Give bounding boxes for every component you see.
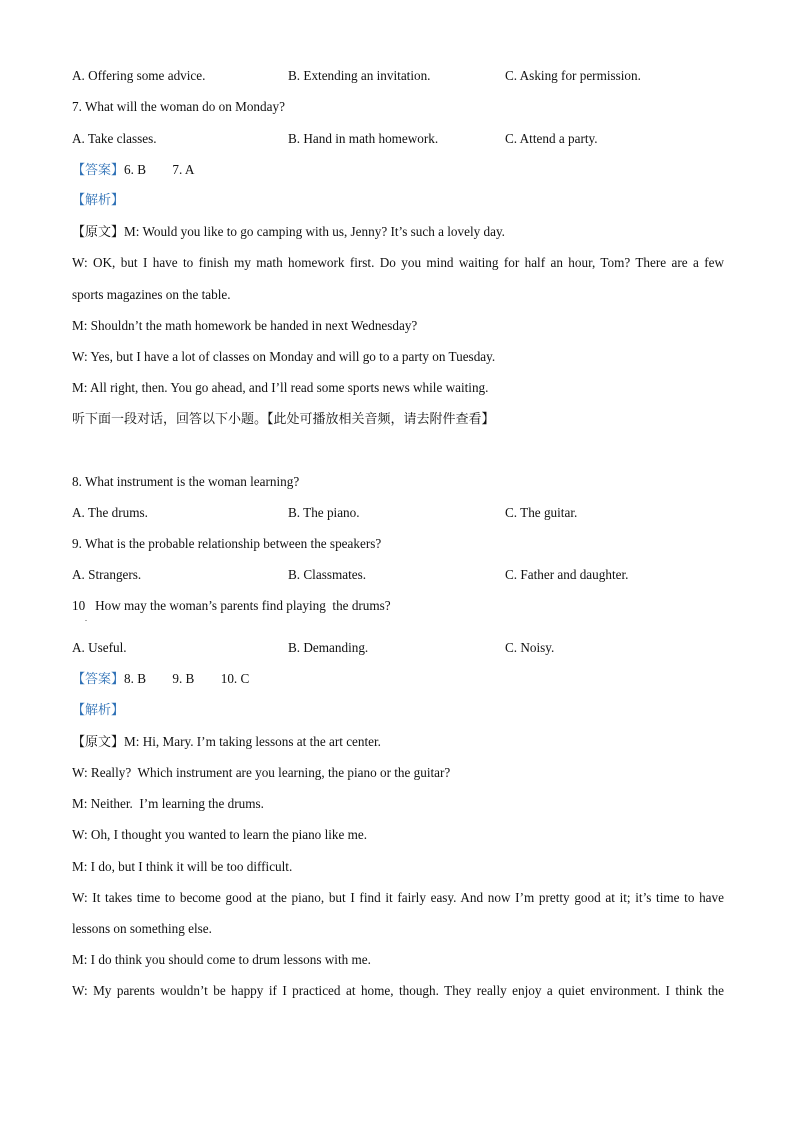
q9-option-c: C. Father and daughter. [505, 567, 629, 582]
q9-option-a: A. Strangers. [72, 567, 142, 582]
q10-option-a: A. Useful. [72, 640, 127, 655]
q6-option-c: C. Asking for permission. [505, 68, 641, 83]
q9-question: 9. What is the probable relationship between the speakers? [72, 536, 382, 551]
analysis-tag-2: 【解析】 [72, 703, 125, 718]
analysis-tag-1: 【解析】 [72, 193, 125, 208]
dialog2-line-2: W: Really? Which instrument are you learning, the piano or the guitar? [72, 765, 451, 780]
q8-question: 8. What instrument is the woman learning? [72, 474, 300, 489]
dialog1-line-5: M: All right, then. You go ahead, and I’ll read some sports news while waiting. [72, 380, 489, 395]
dialog2-line-6-cont: lessons on something else. [72, 921, 212, 936]
transcript-tag: 【原文】 [72, 735, 125, 750]
q10-option-c: C. Noisy. [505, 640, 555, 655]
dialog1-line-1 [72, 224, 505, 241]
dialog2-line-1 [72, 734, 381, 751]
dialog1-line-3: M: Shouldn’t the math homework be handed in next Wednesday? [72, 318, 418, 333]
q7-option-b: B. Hand in math homework. [288, 131, 439, 146]
answer-line-1 [72, 162, 194, 179]
q7-option-c: C. Attend a party. [505, 131, 598, 146]
answer-line-2 [72, 671, 249, 688]
dialog2-line-6: W: It takes time to become good at the piano, but I find it fairly easy. And now I’m pretty good at it; it’s time to have [72, 890, 724, 905]
dialog2-text-1: M: Hi, Mary. I’m taking lessons at the art center. [124, 734, 381, 749]
transcript-tag: 【原文】 [72, 225, 125, 240]
dialog1-line-4: W: Yes, but I have a lot of classes on Monday and will go to a party on Tuesday. [72, 349, 496, 364]
q10-question: 10 How may the woman’s parents find playing the drums? [72, 598, 391, 613]
q9-option-b: B. Classmates. [288, 567, 367, 582]
listening-instruction: 听下面一段对话，回答以下小题。【此处可播放相关音频，请去附件查看】 [72, 412, 495, 427]
answer-text: 6. B 7. A [124, 162, 195, 177]
answer-tag: 【答案】 [72, 672, 125, 687]
dialog1-line-2: W: OK, but I have to finish my math homework first. Do you mind waiting for half an hour, Tom? There are a few [72, 255, 724, 270]
dialog2-line-7: M: I do think you should come to drum lessons with me. [72, 952, 371, 967]
answer-tag: 【答案】 [72, 163, 125, 178]
q8-option-a: A. The drums. [72, 505, 148, 520]
dialog2-line-3: M: Neither. I’m learning the drums. [72, 796, 264, 811]
q6-option-a: A. Offering some advice. [72, 68, 206, 83]
dialog2-line-4: W: Oh, I thought you wanted to learn the piano like me. [72, 827, 368, 842]
q10-option-b: B. Demanding. [288, 640, 369, 655]
q8-option-b: B. The piano. [288, 505, 360, 520]
dialog2-line-5: M: I do, but I think it will be too difficult. [72, 859, 293, 874]
dialog2-line-8: W: My parents wouldn’t be happy if I practiced at home, though. They really enjoy a quiet environment. I think the [72, 983, 724, 998]
q6-option-b: B. Extending an invitation. [288, 68, 431, 83]
dialog1-line-2-cont: sports magazines on the table. [72, 287, 231, 302]
dialog1-text-1: M: Would you like to go camping with us, Jenny? It’s such a lovely day. [124, 224, 505, 239]
q7-option-a: A. Take classes. [72, 131, 157, 146]
answer-text: 8. B 9. B 10. C [124, 671, 250, 686]
q8-option-c: C. The guitar. [505, 505, 578, 520]
q7-question: 7. What will the woman do on Monday? [72, 99, 285, 114]
stray-dot: . [85, 614, 87, 623]
